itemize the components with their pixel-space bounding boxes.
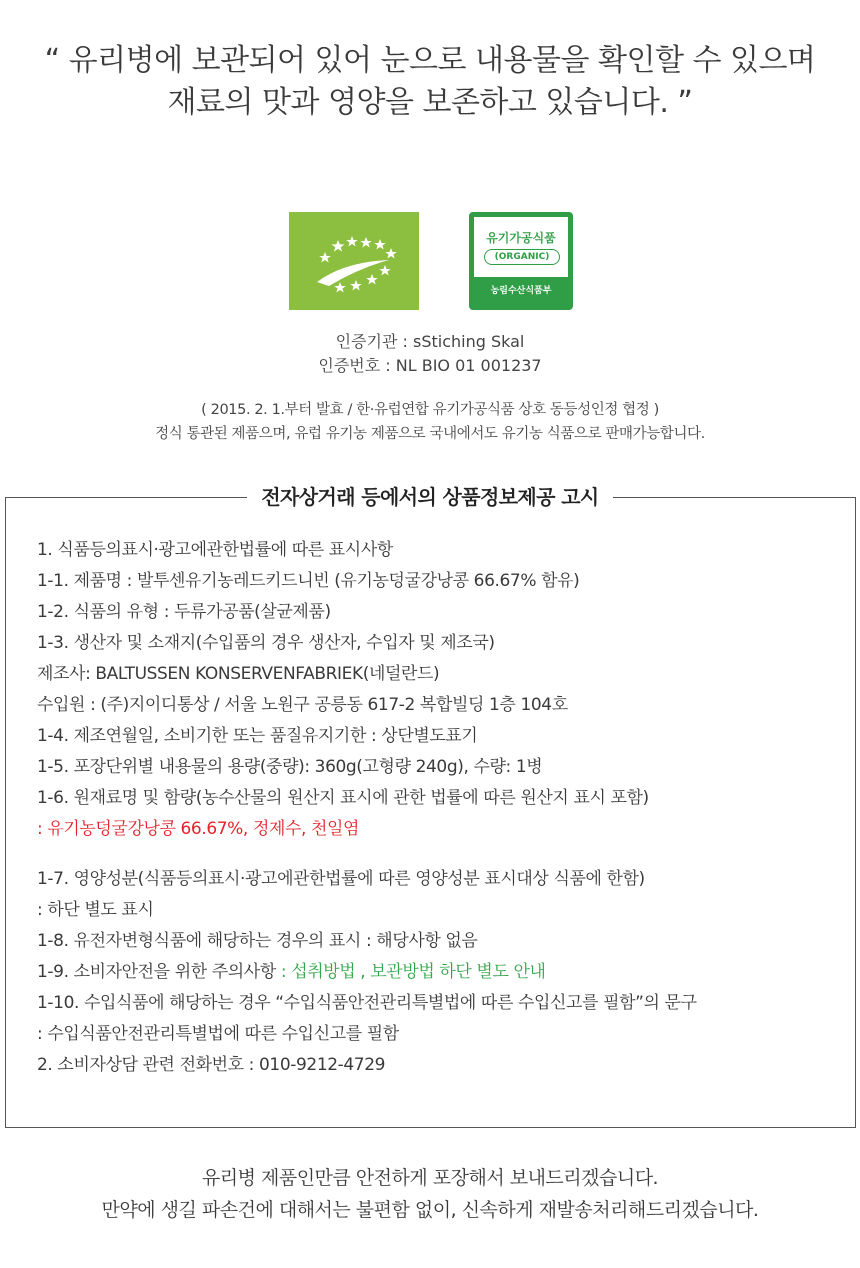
certification-number: 인증번호 : NL BIO 01 001237: [318, 356, 542, 375]
list-item: 제조사: BALTUSSEN KONSERVENFABRIEK(네덜란드): [37, 664, 440, 684]
list-item: 수입원 : (주)지이디통상 / 서울 노원구 공릉동 617-2 복합빌딩 1층 104호: [37, 695, 568, 715]
certification-info: [0, 330, 860, 378]
agreement-note-line-2: 정식 통관된 제품으며, 유럽 유기농 제품으로 국내에서도 유기농 식품으로 판매가능합니다.: [155, 426, 705, 442]
shipping-notice-line-1: 유리병 제품인만큼 안전하게 포장해서 보내드리겠습니다.: [201, 1167, 659, 1189]
product-info-title-wrap: [0, 484, 860, 510]
list-item: 1-4. 제조연월일, 소비기한 또는 품질유지기한 : 상단별도표기: [37, 726, 478, 746]
list-item: 1-2. 식품의 유형 : 두류가공품(살균제품): [37, 602, 331, 622]
certification-body: 인증기관 : sStiching Skal: [335, 332, 525, 351]
intro-quote: [0, 40, 860, 124]
shipping-notice: [0, 1162, 860, 1226]
list-item: 1. 식품등의표시·광고에관한법률에 따른 표시사항: [37, 540, 393, 560]
caution-label: 1-9. 소비자안전을 위한 주의사항: [37, 962, 281, 982]
list-item: : 수입식품안전관리특별법에 따른 수입신고를 필함: [37, 1024, 399, 1044]
agreement-note-line-1: ( 2015. 2. 1.부터 발효 / 한·유럽연합 유기가공식품 상호 동등성인정 협정 ): [201, 402, 659, 418]
quote-line-1: “ 유리병에 보관되어 있어 눈으로 내용물을 확인할 수 있으며: [44, 43, 816, 78]
kr-logo-ministry: 농림수산식품부: [474, 277, 568, 305]
ingredients-value: : 유기농덩굴강낭콩 66.67%, 정제수, 천일염: [37, 819, 360, 839]
list-item: 1-3. 생산자 및 소재지(수입품의 경우 생산자, 수입자 및 제조국): [37, 633, 495, 653]
product-info-title: 전자상거래 등에서의 상품정보제공 고시: [247, 484, 612, 510]
list-item: 2. 소비자상담 관련 전화번호 : 010-9212-4729: [37, 1055, 386, 1075]
kr-logo-title: 유기가공식품: [486, 231, 556, 245]
shipping-notice-line-2: 만약에 생길 파손건에 대해서는 불편함 없이, 신속하게 재발송처리해드리겠습니다.: [101, 1199, 759, 1221]
caution-item: [37, 957, 847, 988]
eu-organic-leaf-icon: [289, 212, 419, 310]
list-item: 1-8. 유전자변형식품에 해당하는 경우의 표시 : 해당사항 없음: [37, 931, 478, 951]
agreement-note: [0, 398, 860, 446]
list-item: 1-1. 제품명 : 발투센유기농레드키드니빈 (유기농덩굴강낭콩 66.67% 함유): [37, 571, 580, 591]
list-item: 1-7. 영양성분(식품등의표시·광고에관한법률에 따른 영양성분 표시대상 식품에 한함): [37, 869, 645, 889]
list-item: 1-10. 수입식품에 해당하는 경우 “수입식품안전관리특별법에 따른 수입신고를 필함”의 문구: [37, 993, 697, 1013]
eu-organic-logo: [289, 212, 419, 310]
list-item: 1-5. 포장단위별 내용물의 용량(중량): 360g(고형량 240g), 수량: 1병: [37, 757, 543, 777]
korea-organic-processed-food-logo: [469, 212, 573, 310]
product-info-list: [37, 535, 847, 1081]
list-item: 1-6. 원재료명 및 함량(농수산물의 원산지 표시에 관한 법률에 따른 원산지 표시 포함): [37, 788, 649, 808]
list-item: : 하단 별도 표시: [37, 900, 154, 920]
kr-logo-subtitle: (ORGANIC): [484, 249, 560, 265]
list-spacer: [37, 845, 847, 864]
quote-line-2: 재료의 맛과 영양을 보존하고 있습니다. ”: [167, 85, 693, 120]
caution-value: : 섭취방법 , 보관방법 하단 별도 안내: [280, 962, 546, 982]
